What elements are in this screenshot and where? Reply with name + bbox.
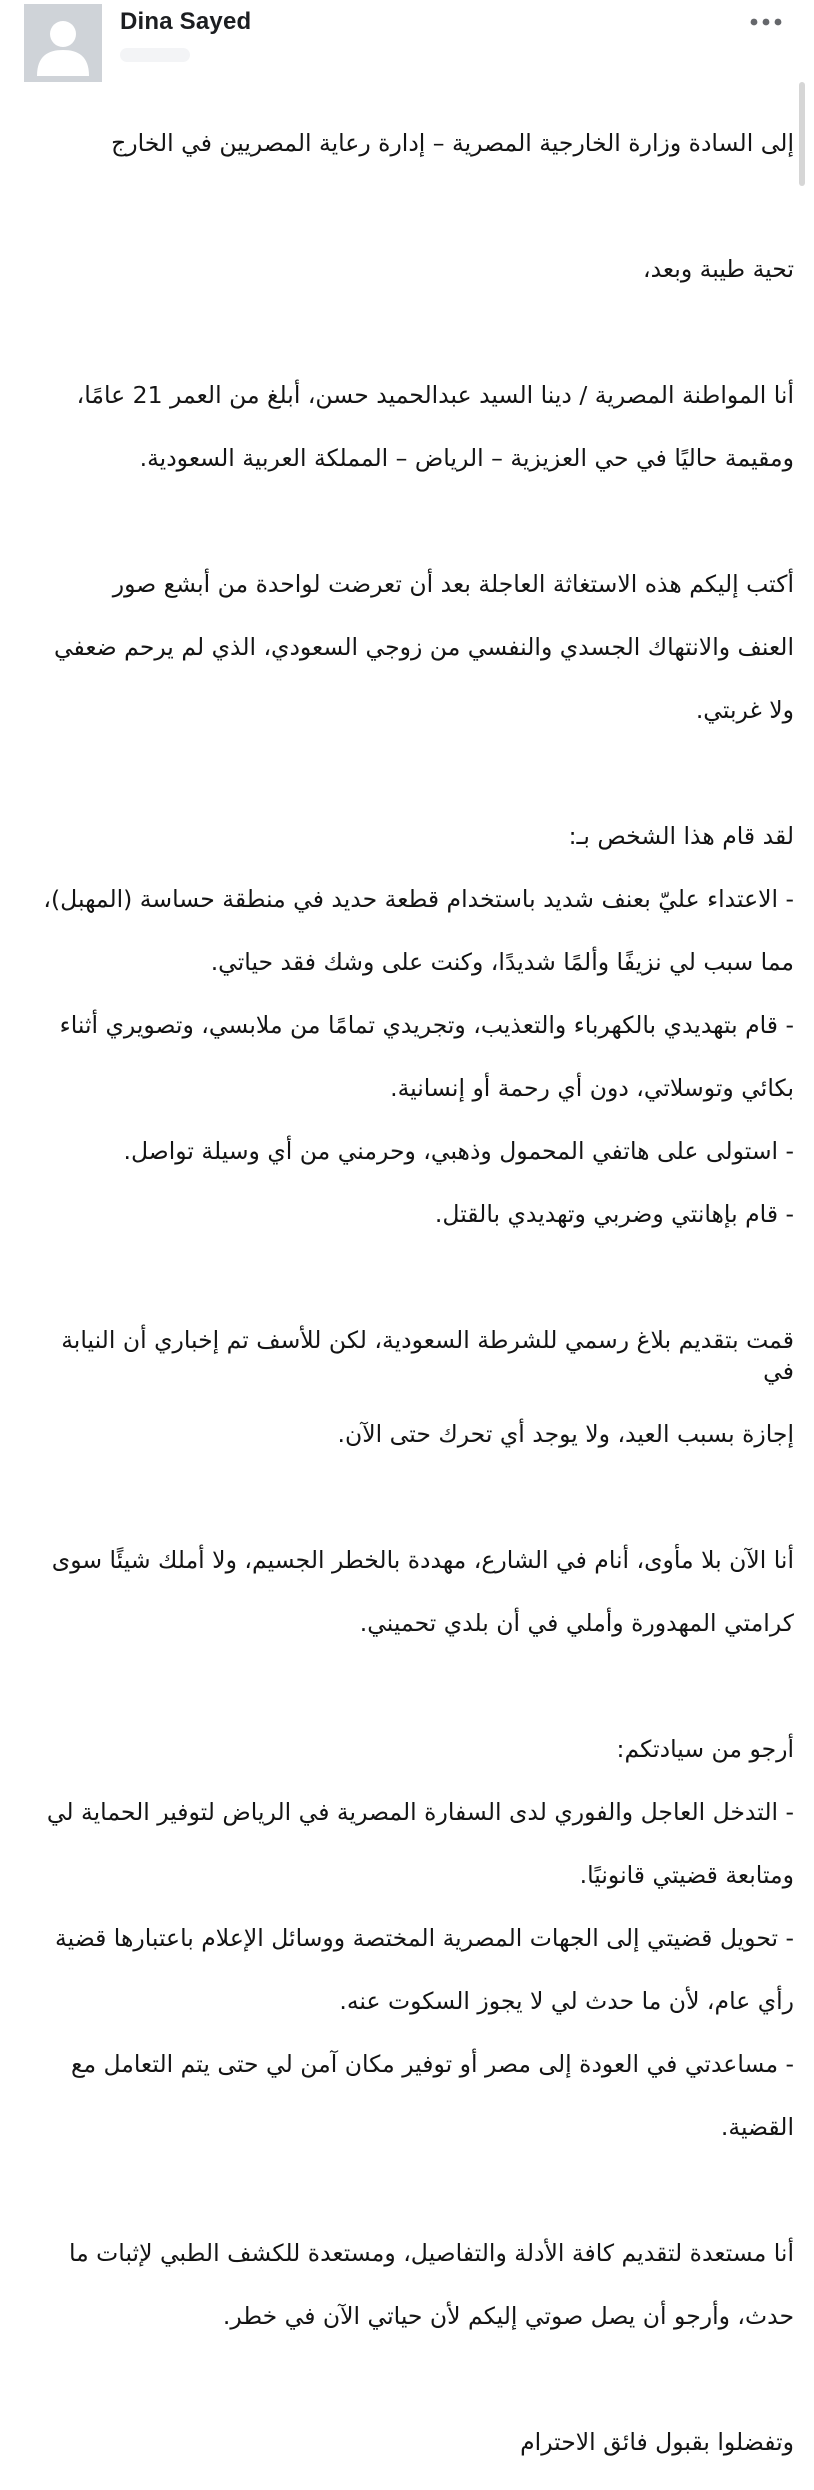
current-situation-paragraph: أنا الآن بلا مأوى، أنام في الشارع، مهددة بالخطر الجسيم، ولا أملك شيئًا سوى كرامتي المهدورة وأملي في أن بلدي تحميني. [26, 1514, 794, 1672]
police-report-paragraph: قمت بتقديم بلاغ رسمي للشرطة السعودية، لكن للأسف تم إخباري أن النيابة في إجازة بسبب العيد، ولا يوجد أي تحرك حتى الآن. [26, 1293, 794, 1482]
post-text [26, 96, 794, 2490]
post-header [0, 0, 814, 84]
evidence-paragraph: أنا مستعدة لتقديم كافة الأدلة والتفاصيل، ومستعدة للكشف الطبي لإثبات ما حدث، وأرجو أن يصل صوتي إليكم لأن حياتي الآن في خطر. [26, 2207, 794, 2365]
more-horizontal-icon [748, 17, 784, 27]
greeting-paragraph: تحية طيبة وبعد، [26, 222, 794, 317]
abuse-list-paragraph: لقد قام هذا الشخص بـ: - الاعتداء عليّ بعنف شديد باستخدام قطعة حديد في منطقة حساسة (المهبل)، مما سبب لي نزيفًا وألمًا شديدًا، وكنت على وشك فقد حياتي. - قام بتهديدي بالكهرباء والتعذيب، وتجريدي تمامًا من ملابسي، وتصويري أثناء بكائي وتوسلاتي، دون أي رحمة أو إنسانية. - استولى على هاتفي المحمول وذهبي، وحرمني من أي وسيلة تواصل. - قام بإهانتي وضربي وتهديدي بالقتل. [26, 789, 794, 1262]
post-meta-placeholder [120, 48, 190, 62]
requests-paragraph: أرجو من سيادتكم: - التدخل العاجل والفوري لدى السفارة المصرية في الرياض لتوفير الحماية لي ومتابعة قضيتي قانونيًا. - تحويل قضيتي إلى الجهات المصرية المختصة ووسائل الإعلام باعتبارها قضية رأي عام، لأن ما حدث لي لا يجوز السكوت عنه. - مساعدتي في العودة إلى مصر أو توفير مكان آمن لي حتى يتم التعامل مع القضية. [26, 1703, 794, 2176]
salutation-paragraph: إلى السادة وزارة الخارجية المصرية – إدارة رعاية المصريين في الخارج [26, 96, 794, 191]
scrollbar[interactable] [799, 82, 805, 186]
more-options-button[interactable] [746, 8, 786, 36]
author-name[interactable]: Dina Sayed [120, 8, 251, 36]
introduction-paragraph: أنا المواطنة المصرية / دينا السيد عبدالحميد حسن، أبلغ من العمر 21 عامًا، ومقيمة حاليًا في حي العزيزية – الرياض – المملكة العربية السعودية. [26, 348, 794, 506]
default-avatar-icon [24, 4, 102, 82]
avatar[interactable] [24, 4, 102, 82]
appeal-paragraph: أكتب إليكم هذه الاستغاثة العاجلة بعد أن تعرضت لواحدة من أبشع صور العنف والانتهاك الجسدي والنفسي من زوجي السعودي، الذي لم يرحم ضعفي ولا غربتي. [26, 537, 794, 758]
closing-paragraph: وتفضلوا بقبول فائق الاحترام [26, 2396, 794, 2490]
